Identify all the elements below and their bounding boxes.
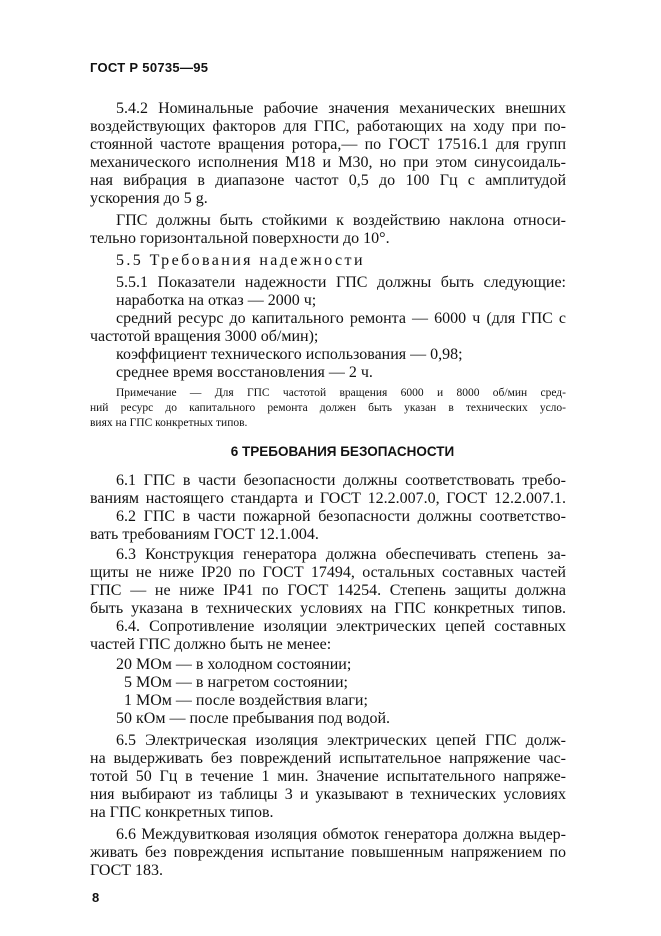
- document-header: ГОСТ Р 50735—95: [90, 60, 209, 75]
- list-item: 50 кОм — после пребывания под водой.: [116, 710, 391, 727]
- list-item: 5 МОм — в нагретом состоянии;: [124, 674, 348, 691]
- paragraph-line: ГПС — не ниже IP41 по ГОСТ 14254. Степень защиты должна: [90, 582, 566, 599]
- list-item: 20 МОм — в холодном состоянии;: [116, 656, 352, 673]
- paragraph-line: частей ГПС должно быть не менее:: [90, 636, 332, 653]
- paragraph-line: частотой вращения 3000 об/мин);: [90, 328, 319, 345]
- paragraph-line: ная вибрация в диапазоне частот 0,5 до 100 Гц с амплитудой: [90, 172, 566, 189]
- note-line: ний ресурс до капитального ремонта должен быть указан в технических усло-: [90, 402, 566, 414]
- note-line: виях на ГПС конкретных типов.: [90, 417, 248, 429]
- paragraph-line: тельно горизонтальной поверхности до 10°.: [90, 230, 390, 247]
- page-number: 8: [92, 890, 100, 905]
- paragraph-line: 6.6 Междувитковая изоляция обмоток генератора должна выдер-: [116, 826, 566, 843]
- paragraph-line: тотой 50 Гц в течение 1 мин. Значение испытательного напряже-: [90, 768, 566, 785]
- paragraph-line: быть указана в технических условиях на ГПС конкретных типов.: [90, 600, 566, 617]
- paragraph-line: 5.5.1 Показатели надежности ГПС должны быть следующие:: [116, 274, 566, 291]
- paragraph-line: механического исполнения М18 и М30, но при этом синусоидаль-: [90, 154, 566, 171]
- paragraph-line: ГПС должны быть стойкими к воздействию наклона относи-: [116, 212, 566, 229]
- paragraph-line: стоянной частоте вращения ротора,— по ГОСТ 17516.1 для групп: [90, 136, 566, 153]
- list-item: 1 МОм — после воздействия влаги;: [124, 692, 368, 709]
- paragraph-line: коэффициент технического использования — 0,98;: [116, 346, 463, 363]
- subsection-heading: 5.5 Требования надежности: [116, 252, 365, 269]
- paragraph-line: вать требованиям ГОСТ 12.1.004.: [90, 526, 319, 543]
- paragraph-line: 6.2 ГПС в части пожарной безопасности должны соответство-: [116, 508, 566, 525]
- section-title: 6 ТРЕБОВАНИЯ БЕЗОПАСНОСТИ: [230, 444, 455, 459]
- paragraph-line: воздействующих факторов для ГПС, работающих на ходу при по-: [90, 118, 566, 135]
- paragraph-line: 6.1 ГПС в части безопасности должны соответствовать требо-: [116, 472, 566, 489]
- paragraph-line: щиты не ниже IP20 по ГОСТ 17494, остальных составных частей: [90, 564, 566, 581]
- paragraph-line: наработка на отказ — 2000 ч;: [116, 292, 317, 309]
- paragraph-line: ния выбирают из таблицы 3 и указывают в технических условиях: [90, 786, 566, 803]
- paragraph-line: среднее время восстановления — 2 ч.: [116, 364, 373, 381]
- paragraph-line: средний ресурс до капитального ремонта — 6000 ч (для ГПС с: [116, 310, 566, 327]
- paragraph-line: 6.5 Электрическая изоляция электрических цепей ГПС долж-: [116, 732, 566, 749]
- paragraph-line: 5.4.2 Номинальные рабочие значения механических внешних: [116, 100, 566, 117]
- paragraph-line: 6.4. Сопротивление изоляции электрических цепей составных: [116, 618, 566, 635]
- note-line: Примечание — Для ГПС частотой вращения 6000 и 8000 об/мин сред-: [116, 387, 566, 399]
- paragraph-line: ГОСТ 183.: [90, 862, 164, 879]
- paragraph-line: живать без повреждения испытание повышенным напряжением по: [90, 844, 566, 861]
- paragraph-line: 6.3 Конструкция генератора должна обеспечивать степень за-: [116, 546, 566, 563]
- paragraph-line: ускорения до 5 g.: [90, 190, 208, 207]
- paragraph-line: ваниям настоящего стандарта и ГОСТ 12.2.007.0, ГОСТ 12.2.007.1.: [90, 490, 566, 507]
- paragraph-line: на ГПС конкретных типов.: [90, 804, 274, 821]
- paragraph-line: на выдерживать без повреждений испытательное напряжение час-: [90, 750, 566, 767]
